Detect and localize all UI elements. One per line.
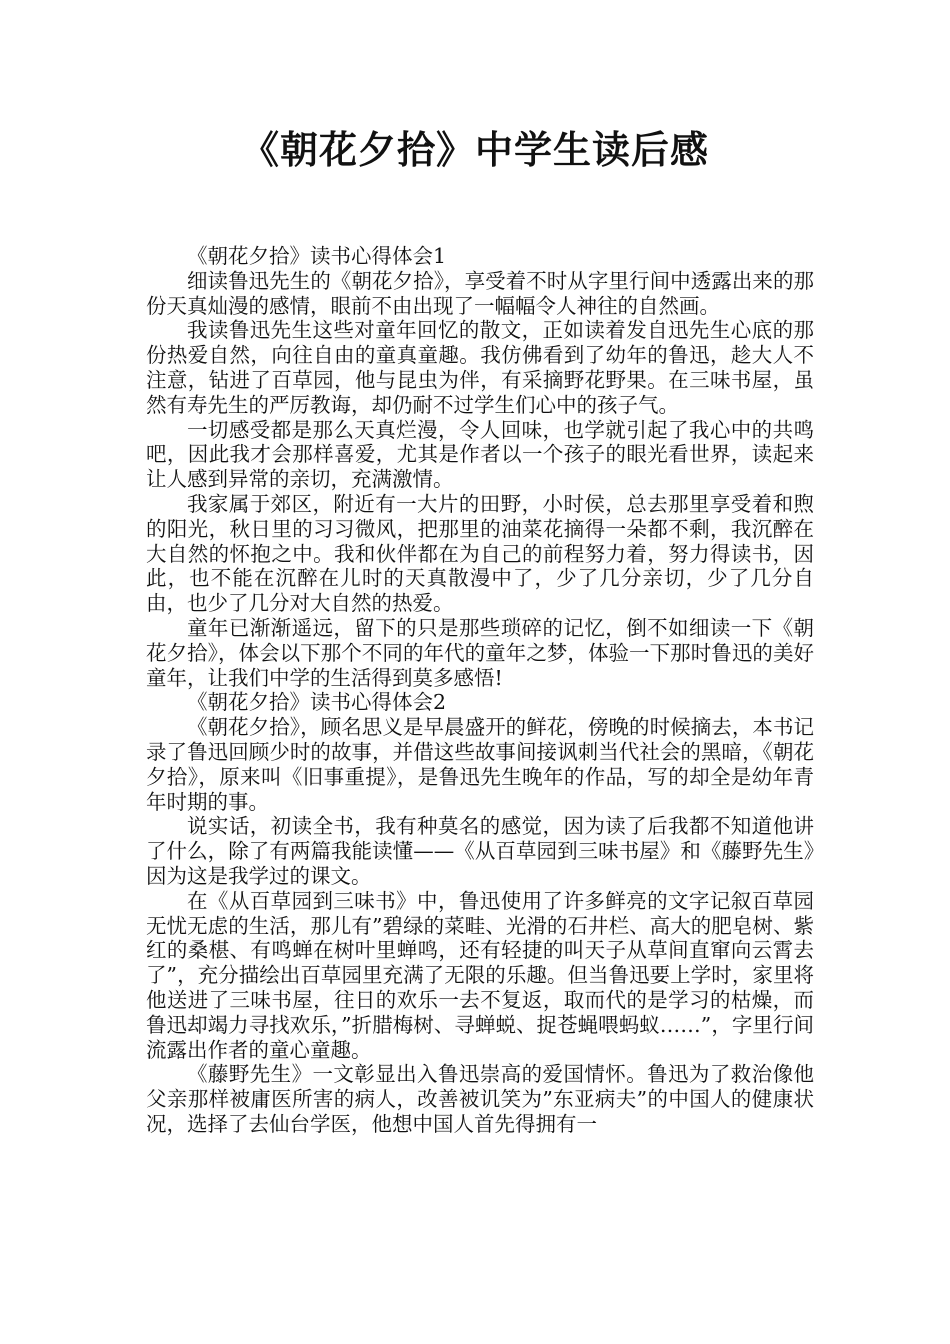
page-title: 《朝花夕拾》中学生读后感 — [240, 128, 709, 172]
section-heading: 《朝花夕拾》读书心得体会2 — [187, 690, 447, 715]
paragraph: 童年已渐渐遥远，留下的只是那些琐碎的记忆，倒不如细读一下《朝花夕拾》，体会以下那个不同的年代的童年之梦，体验一下那时鲁迅的美好童年，让我们中学的生活得到莫多感悟! — [146, 615, 814, 690]
section-2 — [146, 690, 814, 1136]
paragraph: 在《从百草园到三味书》中，鲁迅使用了许多鲜亮的文字记叙百草园无忧无虑的生活，那儿有”碧绿的菜畦、光滑的石井栏、高大的肥皂树、紫红的桑椹、有鸣蝉在树叶里蝉鸣，还有轻捷的叫天子从草间直窜向云霄去了”，充分描绘出百草园里充满了无限的乐趣。但当鲁迅要上学时，家里将他送进了三味书屋，往日的欢乐一去不复返，取而代的是学习的枯燥，而鲁迅却竭力寻找欢乐，”折腊梅树、寻蝉蜕、捉苍蝇喂蚂蚁……”，字里行间流露出作者的童心童趣。 — [146, 888, 814, 1062]
paragraph: 说实话，初读全书，我有种莫名的感觉，因为读了后我都不知道他讲了什么，除了有两篇我能读懂——《从百草园到三味书屋》和《藤野先生》因为这是我学过的课文。 — [146, 814, 814, 888]
paragraph: 我家属于郊区，附近有一大片的田野，小时侯，总去那里享受着和煦的阳光，秋日里的习习微风，把那里的油菜花摘得一朵都不剩，我沉醉在大自然的怀抱之中。我和伙伴都在为自己的前程努力着，努力得读书，因此，也不能在沉醉在儿时的天真散漫中了，少了几分亲切，少了几分自由，也少了几分对大自然的热爱。 — [146, 491, 814, 616]
section-heading: 《朝花夕拾》读书心得体会1 — [187, 244, 447, 268]
document-body — [146, 244, 814, 1137]
paragraph: 一切感受都是那么天真烂漫，令人回味，也学就引起了我心中的共鸣吧，因此我才会那样喜爱，尤其是作者以一个孩子的眼光看世界，读起来让人感到异常的亲切，充满激情。 — [146, 417, 814, 492]
paragraph: 细读鲁迅先生的《朝花夕拾》，享受着不时从字里行间中透露出来的那份天真灿漫的感情，眼前不由出现了一幅幅令人神往的自然画。 — [146, 268, 814, 318]
section-1 — [146, 244, 814, 690]
paragraph: 《朝花夕拾》，顾名思义是早晨盛开的鲜花，傍晚的时候摘去，本书记录了鲁迅回顾少时的故事，并借这些故事间接讽刺当代社会的黑暗，《朝花夕拾》，原来叫《旧事重提》，是鲁迅先生晚年的作品，写的却全是幼年青年时期的事。 — [146, 715, 814, 814]
paragraph: 《藤野先生》一文彰显出入鲁迅崇高的爱国情怀。鲁迅为了救治像他父亲那样被庸医所害的病人，改善被讥笑为”东亚病夫”的中国人的健康状况，选择了去仙台学医，他想中国人首先得拥有一 — [146, 1062, 814, 1136]
paragraph: 我读鲁迅先生这些对童年回忆的散文，正如读着发自迅先生心底的那份热爱自然，向往自由的童真童趣。我仿佛看到了幼年的鲁迅，趁大人不注意，钻进了百草园，他与昆虫为伴，有采摘野花野果。在三味书屋，虽然有寿先生的严厉教诲，却仍耐不过学生们心中的孩子气。 — [146, 318, 814, 417]
